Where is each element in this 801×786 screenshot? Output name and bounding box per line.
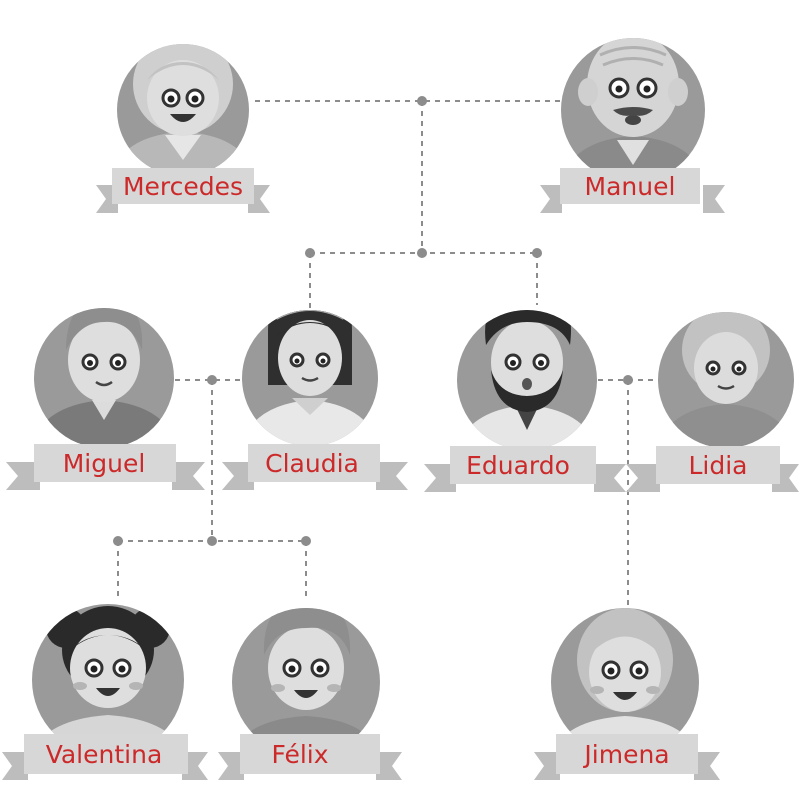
person-claudia [240, 290, 380, 450]
name-ribbon-eduardo [424, 446, 626, 492]
name-ribbon-valentina [2, 734, 208, 780]
connector-dot [623, 375, 633, 385]
connector-dot [417, 248, 427, 258]
connector-dot [301, 536, 311, 546]
name-label: Eduardo [466, 451, 570, 480]
name-label: Lidia [688, 451, 748, 480]
name-ribbon-claudia [222, 444, 408, 490]
connector-dot [207, 375, 217, 385]
person-mercedes [110, 16, 256, 180]
name-ribbon-miguel [6, 444, 205, 490]
name-label: Manuel [584, 172, 676, 201]
name-ribbon-jimena [534, 734, 720, 780]
connector-dot [417, 96, 427, 106]
name-label: Valentina [45, 740, 163, 769]
connector-dot [305, 248, 315, 258]
name-ribbon-manuel [540, 168, 725, 213]
person-lidia [656, 289, 796, 452]
connector-dot [532, 248, 542, 258]
name-label: Miguel [62, 449, 146, 478]
name-ribbon-lidia [626, 446, 799, 492]
person-eduardo [455, 294, 599, 455]
person-manuel [560, 33, 706, 185]
name-ribbon-mercedes [96, 168, 270, 213]
connector-dot [207, 536, 217, 546]
name-label: Claudia [265, 449, 359, 478]
connector-dot [113, 536, 123, 546]
name-label: Jimena [584, 740, 670, 769]
name-ribbon-felix [218, 734, 402, 780]
name-label: Mercedes [122, 172, 244, 201]
person-miguel [30, 298, 178, 450]
name-label: Félix [271, 740, 329, 769]
